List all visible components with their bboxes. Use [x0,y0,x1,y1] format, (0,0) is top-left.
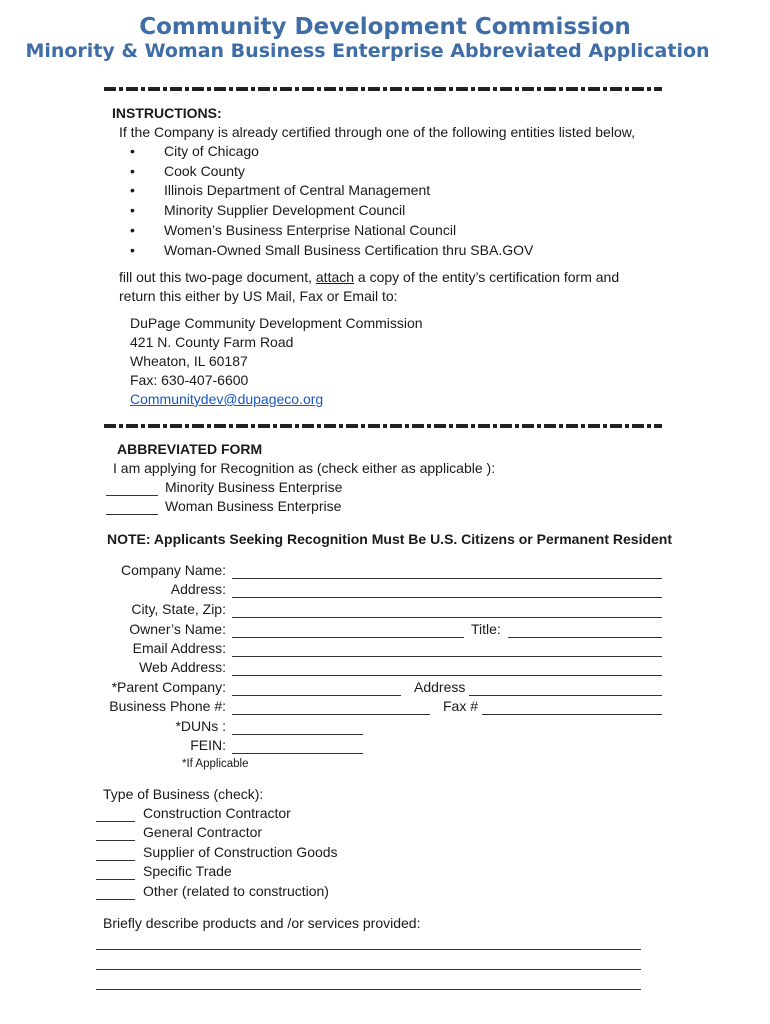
city-state-zip-label: City, State, Zip: [131,601,226,617]
fill-instructions: fill out this two-page document, attach a copy of the entity’s certification form and [119,269,620,285]
construction-contractor-check-line[interactable] [96,821,135,822]
bullet-icon: • [130,202,135,219]
describe-line-1[interactable] [96,949,641,950]
instructions-intro: If the Company is already certified through one of the following entities listed below, [119,124,635,140]
parent-company-label: *Parent Company: [111,679,226,695]
bullet-icon: • [130,182,135,199]
address-street: 421 N. County Farm Road [130,334,294,350]
specific-trade-check-line[interactable] [96,879,135,880]
list-item: • Women’s Business Enterprise National Council [130,221,533,241]
option-woman: Woman Business Enterprise [165,498,342,514]
dashed-separator [104,424,662,428]
business-phone-label: Business Phone #: [109,698,226,714]
business-phone-field[interactable] [232,714,430,715]
list-item: • City of Chicago [130,142,533,162]
fax-label: Fax # [443,698,479,714]
owners-name-label: Owner’s Name: [129,621,226,637]
page-title: Community Development Commission [139,14,631,40]
minority-check-line[interactable] [106,495,158,496]
list-item: • Woman-Owned Small Business Certification thru SBA.GOV [130,241,533,261]
duns-field[interactable] [232,734,363,735]
title-label: Title: [471,621,501,637]
fax-field[interactable] [482,714,662,715]
note: NOTE: Applicants Seeking Recognition Must Be U.S. Citizens or Permanent Resident [107,531,673,547]
if-applicable-note: *If Applicable [182,758,249,770]
company-name-field[interactable] [232,578,662,579]
business-option-other: Other (related to construction) [143,883,329,899]
page-subtitle: Minority & Woman Business Enterprise Abbreviated Application [25,40,710,62]
duns-label: *DUNs : [175,718,226,734]
title-field[interactable] [508,637,662,638]
bullet-icon: • [130,241,135,258]
owners-name-field[interactable] [232,637,464,638]
parent-address-field[interactable] [469,695,662,696]
describe-label: Briefly describe products and /or services provided: [103,915,421,931]
address-org: DuPage Community Development Commission [130,315,423,331]
fein-label: FEIN: [190,737,226,753]
supplier-check-line[interactable] [96,860,135,861]
applying-text: I am applying for Recognition as (check either as applicable ): [113,460,496,476]
bullet-icon: • [130,221,135,238]
bullet-icon: • [130,143,135,159]
business-option-construction-contractor: Construction Contractor [143,805,291,821]
describe-line-3[interactable] [96,989,641,990]
fill-instructions-line2: return this either by US Mail, Fax or Email to: [119,288,398,304]
bullet-icon: • [130,162,135,179]
city-state-zip-field[interactable] [232,617,662,618]
web-address-field[interactable] [232,675,662,676]
address-field[interactable] [232,597,662,598]
parent-address-label: Address [414,679,466,695]
address-city: Wheaton, IL 60187 [130,353,248,369]
instructions-heading: INSTRUCTIONS: [112,105,222,121]
dashed-separator [104,87,662,91]
business-option-general-contractor: General Contractor [143,824,263,840]
form-heading: ABBREVIATED FORM [117,441,263,457]
entity-list [130,142,533,260]
company-name-label: Company Name: [120,562,226,578]
other-check-line[interactable] [96,899,135,900]
email-address-field[interactable] [232,656,662,657]
general-contractor-check-line[interactable] [96,840,135,841]
address-fax: Fax: 630-407-6600 [130,372,249,388]
business-type-heading: Type of Business (check): [103,786,264,802]
parent-company-field[interactable] [232,695,401,696]
business-option-specific-trade: Specific Trade [143,863,232,879]
email-link[interactable]: Communitydev@dupageco.org [130,391,324,407]
list-item: • Cook County [130,162,533,182]
list-item: • Minority Supplier Development Council [130,201,533,221]
business-option-supplier: Supplier of Construction Goods [143,844,338,860]
list-item: • Illinois Department of Central Management [130,181,533,201]
web-address-label: Web Address: [139,659,226,675]
woman-check-line[interactable] [106,514,158,515]
address-label: Address: [170,581,226,597]
describe-line-2[interactable] [96,969,641,970]
attach-emphasis: attach [315,269,355,285]
option-minority: Minority Business Enterprise [165,479,343,495]
fein-field[interactable] [232,753,363,754]
email-address-label: Email Address: [132,640,226,656]
